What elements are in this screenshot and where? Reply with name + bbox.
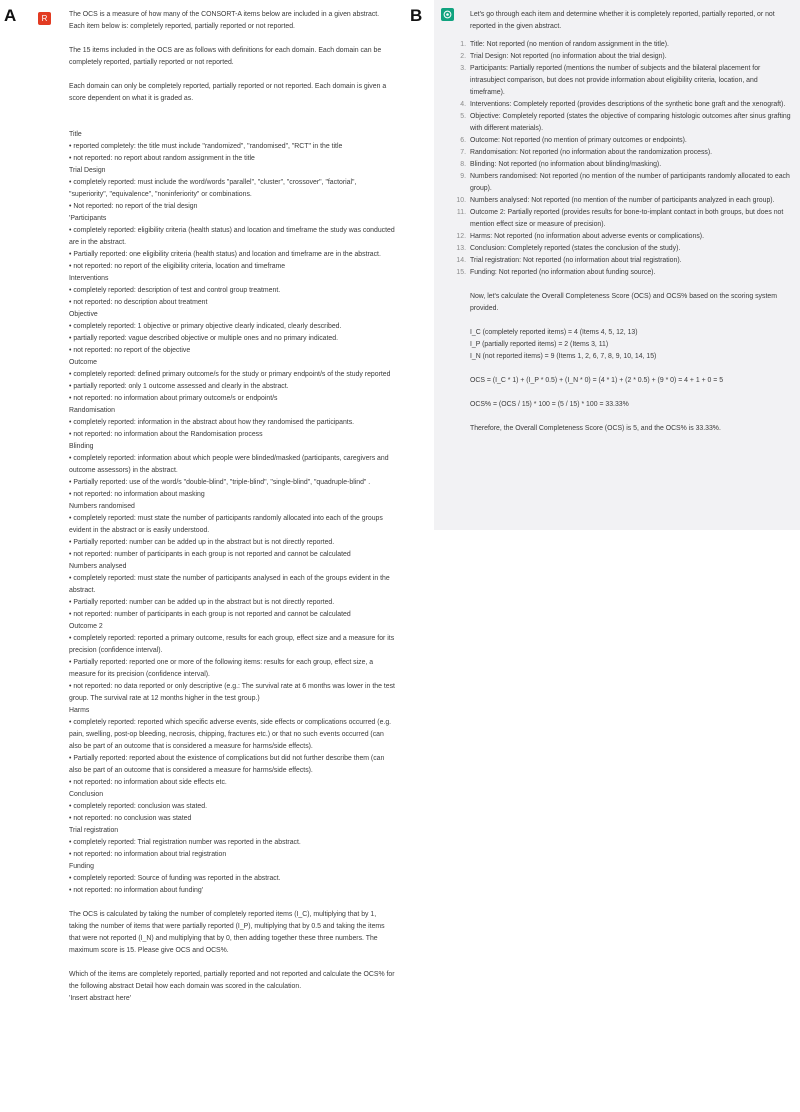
- prompt-outro-2: Which of the items are completely reported, partially reported and not reported and calculate the OCS% for the following abstract Detail how each domain was scored in the calculation.: [69, 971, 395, 990]
- prompt-intro-1: The OCS is a measure of how many of the CONSORT-A items below are included in a given abstract. Each item below is: completely reported, partially reported or not reported.: [69, 11, 380, 30]
- criteria-heading: Outcome: [69, 359, 97, 366]
- prompt-outro-3: 'Insert abstract here': [69, 995, 131, 1002]
- criteria-bullet: • Partially reported: number can be added up in the abstract but is not directly reported.: [69, 599, 335, 606]
- criteria-heading: Trial Design: [69, 167, 106, 174]
- answer-item: [456, 195, 792, 207]
- criteria-bullet: • completely reported: description of test and control group treatment.: [69, 287, 281, 294]
- answer-item: [456, 243, 792, 255]
- answer-item: [460, 63, 792, 99]
- criteria-bullet: • not reported: no report of the objective: [69, 347, 191, 354]
- criteria-bullet: • completely reported: reported a primary outcome, results for each group, effect size and a measure for its precision (confidence interval).: [69, 635, 395, 654]
- criteria-bullet: • completely reported: reported which specific adverse events, side effects or complications occurred (e.g. pain, swelling, post-op bleeding, necrosis, chipping, fractures etc.) or that no such events occurred (can also be part of an outcome that is considered a measure for harms/side effects).: [69, 719, 392, 750]
- answer-item-text: Interventions: Completely reported (provides descriptions of the synthetic bone graft and the xenograft).: [470, 101, 786, 108]
- criteria-bullet: • Partially reported: use of the word/s "double-blind", "triple-blind", "single-blind", "quadruple-blind" .: [69, 479, 371, 486]
- criteria-bullet: • not reported: no data reported or only descriptive (e.g.: The survival rate at 6 months was lower in the test group. The survival rate at 12 months higher in the test group.): [69, 683, 395, 702]
- criteria-heading: Numbers analysed: [69, 563, 127, 570]
- prompt-outro-1: The OCS is calculated by taking the number of completely reported items (I_C), multiplying that by 1, taking the number of items that were partially reported (I_P), multiplying that by 0.5 and taking the items that were not reported (I_N) and multiplying that by 0, then adding together these three numbers. The maximum score is 15. Please give OCS and OCS%.: [69, 911, 385, 954]
- answer-item: [456, 267, 792, 279]
- user-avatar: R: [38, 12, 51, 25]
- criteria-heading: Funding: [69, 863, 94, 870]
- answer-item-number: 7.: [460, 149, 466, 156]
- answer-item-text: Trial Design: Not reported (no information about the trial design).: [470, 53, 667, 60]
- answer-item-text: Blinding: Not reported (no information about blinding/masking).: [470, 161, 662, 168]
- answer-item: [460, 99, 792, 111]
- criteria-bullet: • completely reported: must state the number of participants analysed in each of the groups evident in the abstract.: [69, 575, 390, 594]
- criteria-heading: Blinding: [69, 443, 94, 450]
- answer-item-text: Participants: Partially reported (mentions the number of subjects and the bilateral placement for intrasubject comparison, but does not provide information about eligibility criteria, location, and timeframe).: [470, 65, 761, 96]
- answer-item-number: 4.: [460, 101, 466, 108]
- prompt-intro-3: Each domain can only be completely reported, partially reported or not reported. Each domain is given a score dependent on what it is graded as.: [69, 83, 387, 102]
- criteria-bullet: • completely reported: information about which people were blinded/masked (participants, caregivers and outcome assessors) in the abstract.: [69, 455, 389, 474]
- answer-item-text: Conclusion: Completely reported (states the conclusion of the study).: [470, 245, 681, 252]
- answer-item-number: 15.: [456, 269, 466, 276]
- user-prompt: [69, 9, 395, 1005]
- answer-item: [460, 147, 792, 159]
- criteria-bullet: • not reported: no information about masking: [69, 491, 205, 498]
- answer-item-text: Objective: Completely reported (states the objective of comparing histologic outcomes after sinus grafting with different materials).: [470, 113, 791, 132]
- answer-item-text: Numbers randomised: Not reported (no mention of the number of participants randomly allocated to each group).: [470, 173, 790, 192]
- count-ic: I_C (completely reported items) = 4 (Items 4, 5, 12, 13): [470, 329, 638, 336]
- answer-item-number: 9.: [460, 173, 466, 180]
- criteria-bullet: • partially reported: only 1 outcome assessed and clearly in the abstract.: [69, 383, 289, 390]
- criteria-bullet: • completely reported: defined primary outcome/s for the study or primary endpoint/s of the study reported: [69, 371, 391, 378]
- criteria-heading: Harms: [69, 707, 90, 714]
- assistant-avatar: [441, 8, 454, 21]
- answer-item-text: Funding: Not reported (no information about funding source).: [470, 269, 656, 276]
- criteria-bullet: • Partially reported: one eligibility criteria (health status) and location and timeframe are in the abstract.: [69, 251, 381, 258]
- criteria-heading: Interventions: [69, 275, 109, 282]
- answer-item-number: 3.: [460, 65, 466, 72]
- answer-item: [460, 51, 792, 63]
- answer-item-number: 5.: [460, 113, 466, 120]
- answer-item-text: Harms: Not reported (no information about adverse events or complications).: [470, 233, 705, 240]
- answer-conclusion: Therefore, the Overall Completeness Score (OCS) is 5, and the OCS% is 33.33%.: [470, 425, 721, 432]
- criteria-bullet: • completely reported: Trial registration number was reported in the abstract.: [69, 839, 301, 846]
- criteria-bullet: • not reported: no information about funding': [69, 887, 203, 894]
- criteria-heading: Conclusion: [69, 791, 104, 798]
- answer-item-text: Trial registration: Not reported (no information about trial registration).: [470, 257, 682, 264]
- criteria-bullet: • Partially reported: reported about the existence of complications but did not further describe them (can also be part of an outcome that is considered a measure for harms/side effects).: [69, 755, 385, 774]
- ocs-percent-formula: OCS% = (OCS / 15) * 100 = (5 / 15) * 100 = 33.33%: [470, 401, 629, 408]
- panel-label-b: B: [410, 6, 423, 25]
- calc-intro: Now, let's calculate the Overall Completeness Score (OCS) and OCS% based on the scoring system provided.: [470, 293, 777, 312]
- criteria-bullet: • completely reported: must state the number of participants randomly allocated into each of the groups evident in the abstract or is easily understood.: [69, 515, 383, 534]
- answer-item-number: 13.: [456, 245, 466, 252]
- answer-item-number: 2.: [460, 53, 466, 60]
- answer-item: [460, 159, 792, 171]
- criteria-bullet: • completely reported: information in the abstract about how they randomised the participants.: [69, 419, 355, 426]
- criteria-bullet: • Partially reported: reported one or more of the following items: results for each group, effect size, a measure for its precision (confidence interval).: [69, 659, 374, 678]
- openai-logo-icon: [441, 8, 454, 21]
- assistant-answer: [456, 9, 792, 435]
- answer-item: [460, 135, 792, 147]
- answer-item-number: 8.: [460, 161, 466, 168]
- criteria-heading: Objective: [69, 311, 98, 318]
- ocs-formula: OCS = (I_C * 1) + (I_P * 0.5) + (I_N * 0) = (4 * 1) + (2 * 0.5) + (9 * 0) = 4 + 1 + 0 = 5: [470, 377, 724, 384]
- answer-item-number: 11.: [456, 209, 466, 216]
- answer-item-number: 10.: [456, 197, 466, 204]
- answer-item-number: 12.: [456, 233, 466, 240]
- criteria-bullet: • not reported: no conclusion was stated: [69, 815, 192, 822]
- answer-item-number: 14.: [456, 257, 466, 264]
- criteria-heading: Title: [69, 131, 82, 138]
- answer-item-list: [456, 39, 792, 279]
- answer-item-text: Title: Not reported (no mention of random assignment in the title).: [470, 41, 669, 48]
- criteria-bullet: • not reported: no report about random assignment in the title: [69, 155, 255, 162]
- criteria-heading: 'Participants: [69, 215, 107, 222]
- answer-item: [460, 111, 792, 135]
- answer-item: [456, 207, 792, 231]
- criteria-heading: Trial registration: [69, 827, 119, 834]
- answer-item: [460, 171, 792, 195]
- criteria-heading: Outcome 2: [69, 623, 103, 630]
- answer-item: [460, 39, 792, 51]
- criteria-bullet: • not reported: no report of the eligibility criteria, location and timeframe: [69, 263, 286, 270]
- answer-item-text: Outcome 2: Partially reported (provides results for bone-to-implant contact in both groups, but does not mention effect size or measure of precision).: [470, 209, 784, 228]
- answer-item: [456, 231, 792, 243]
- answer-item-text: Randomisation: Not reported (no information about the randomization process).: [470, 149, 713, 156]
- answer-intro: Let's go through each item and determine whether it is completely reported, partially reported, or not reported in the given abstract.: [470, 11, 775, 30]
- criteria-bullet: • Partially reported: number can be added up in the abstract but is not directly reported.: [69, 539, 335, 546]
- criteria-bullet: • not reported: no information about side effects etc.: [69, 779, 227, 786]
- criteria-bullet: • reported completely: the title must include "randomized", "randomised", "RCT" in the title: [69, 143, 343, 150]
- criteria-bullet: • completely reported: Source of funding was reported in the abstract.: [69, 875, 281, 882]
- criteria-bullet: • not reported: no information about primary outcome/s or endpoint/s: [69, 395, 278, 402]
- criteria-bullet: • not reported: no description about treatment: [69, 299, 208, 306]
- criteria-bullet: • not reported: number of participants in each group is not reported and cannot be calculated: [69, 611, 351, 618]
- criteria-bullet: • completely reported: eligibility criteria (health status) and location and timeframe the study was conducted are in the abstract.: [69, 227, 395, 246]
- criteria-bullet: • not reported: number of participants in each group is not reported and cannot be calculated: [69, 551, 351, 558]
- criteria-heading: Numbers randomised: [69, 503, 135, 510]
- criteria-heading: Randomisation: [69, 407, 115, 414]
- prompt-intro-2: The 15 items included in the OCS are as follows with definitions for each domain. Each domain can be completely reported, partially reported or not reported.: [69, 47, 382, 66]
- criteria-bullet: • not reported: no information about trial registration: [69, 851, 227, 858]
- answer-item-number: 1.: [460, 41, 466, 48]
- criteria-bullet: • completely reported: conclusion was stated.: [69, 803, 207, 810]
- answer-item: [456, 255, 792, 267]
- answer-item-text: Outcome: Not reported (no mention of primary outcomes or endpoints).: [470, 137, 687, 144]
- prompt-criteria-list: [69, 129, 395, 897]
- criteria-bullet: • partially reported: vague described objective or multiple ones and no primary indicated.: [69, 335, 338, 342]
- panel-label-a: A: [4, 6, 17, 25]
- answer-item-text: Numbers analysed: Not reported (no mention of the number of participants analyzed in each group).: [470, 197, 775, 204]
- criteria-bullet: • completely reported: must include the word/words "parallel", "cluster", "crossover", "factorial", "superiority", "equivalence", "noninferiority" or combinations.: [69, 179, 357, 198]
- count-in: I_N (not reported items) = 9 (Items 1, 2, 6, 7, 8, 9, 10, 14, 15): [470, 353, 657, 360]
- criteria-bullet: • not reported: no information about the Randomisation process: [69, 431, 263, 438]
- count-ip: I_P (partially reported items) = 2 (Items 3, 11): [470, 341, 609, 348]
- criteria-bullet: • Not reported: no report of the trial design: [69, 203, 198, 210]
- answer-item-number: 6.: [460, 137, 466, 144]
- criteria-bullet: • completely reported: 1 objective or primary objective clearly indicated, clearly described.: [69, 323, 342, 330]
